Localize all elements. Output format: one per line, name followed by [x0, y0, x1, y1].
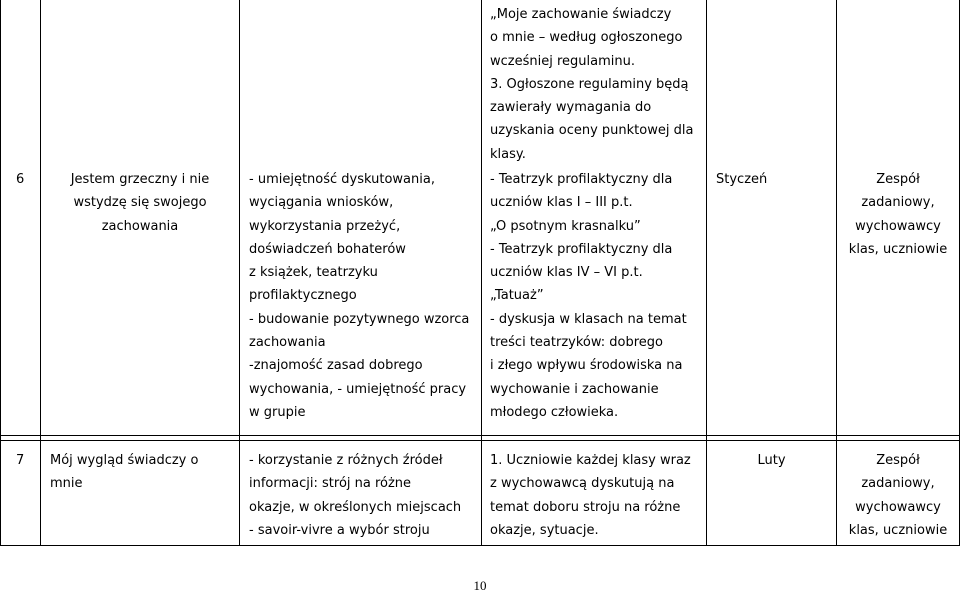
topic-line: mnie	[50, 476, 83, 492]
skills-cell	[249, 449, 461, 542]
responsible-line: wychowawcy	[855, 218, 941, 234]
table-divider-col1	[40, 0, 41, 546]
responsible-line: zadaniowy,	[861, 195, 935, 211]
activities-line: - Teatrzyk profilaktyczny dla	[490, 172, 673, 187]
activities-cell	[490, 449, 691, 542]
responsible-line: wychowawcy	[855, 499, 941, 515]
skills-line: doświadczeń bohaterów	[249, 241, 406, 257]
topic-line: Mój wygląd świadczy o	[50, 453, 199, 468]
skills-line: - savoir-vivre a wybór stroju	[249, 522, 430, 538]
responsible-line: klas, uczniowie	[848, 522, 948, 538]
table-border-bottom	[0, 545, 960, 546]
activities-line: wcześniej regulaminu.	[490, 53, 635, 69]
row-number: 6	[16, 172, 25, 187]
skills-line: z książek, teatrzyku	[249, 265, 378, 281]
activities-line: „Tatuaż”	[490, 288, 544, 304]
activities-cell	[490, 168, 687, 424]
activities-line: z wychowawcą dyskutują na	[490, 476, 675, 492]
skills-line: - korzystanie z różnych źródeł	[249, 453, 443, 468]
topic-line: Jestem grzeczny i nie	[70, 172, 210, 187]
activities-line: i złego wpływu środowiska na	[490, 358, 683, 374]
row-divider	[0, 440, 960, 441]
responsible-cell	[837, 168, 959, 261]
activities-line: „O psotnym krasnalku”	[490, 218, 641, 234]
activities-line: uzyskania oceny punktowej dla	[490, 123, 694, 139]
responsible-line: zadaniowy,	[861, 476, 935, 492]
page-number: 10	[473, 578, 487, 593]
date-cell: Luty	[757, 453, 786, 468]
activities-line: uczniów klas IV – VI p.t.	[490, 265, 643, 281]
skills-line: - budowanie pozytywnego wzorca	[249, 311, 470, 327]
activities-line: temat doboru stroju na różne	[490, 499, 681, 515]
responsible-line: Zespół	[876, 453, 920, 468]
activities-line: treści teatrzyków: dobrego	[490, 335, 664, 351]
responsible-line: klas, uczniowie	[848, 241, 948, 257]
skills-line: informacji: strój na różne	[249, 476, 412, 492]
skills-line: wykorzystania przeżyć,	[249, 218, 401, 234]
skills-line: -znajomość zasad dobrego	[249, 358, 423, 374]
skills-line: wyciągania wniosków,	[249, 195, 394, 211]
activities-line: uczniów klas I – III p.t.	[490, 195, 633, 211]
topic-line: zachowania	[101, 218, 179, 234]
activities-line: klasy.	[490, 146, 526, 162]
activities-line: młodego człowieka.	[490, 404, 619, 420]
activities-line: wychowanie i zachowanie	[490, 381, 659, 397]
topic-line: wstydzę się swojego	[73, 195, 207, 211]
activities-line: zawierały wymagania do	[490, 100, 652, 116]
skills-line: w grupie	[249, 404, 306, 420]
table-divider-col2	[239, 0, 240, 546]
row-number: 7	[16, 453, 25, 468]
activities-line: 3. Ogłoszone regulaminy będą	[490, 76, 689, 92]
skills-line: okazje, w określonych miejscach	[249, 499, 462, 515]
topic-cell	[41, 168, 239, 238]
responsible-line: Zespół	[876, 172, 920, 187]
activities-line: okazje, sytuacje.	[490, 522, 599, 538]
table-border-left	[0, 0, 1, 546]
activities-line: „Moje zachowanie świadczy	[490, 7, 672, 22]
skills-line: - umiejętność dyskutowania,	[249, 172, 435, 187]
activities-line: - Teatrzyk profilaktyczny dla	[490, 241, 673, 257]
activities-line: - dyskusja w klasach na temat	[490, 311, 687, 327]
responsible-cell	[837, 449, 959, 542]
activities-line: 1. Uczniowie każdej klasy wraz	[490, 453, 691, 468]
topic-cell	[50, 449, 198, 496]
activities-line: o mnie – według ogłoszonego	[490, 30, 683, 46]
date-cell: Styczeń	[716, 172, 768, 187]
row-divider	[0, 435, 960, 436]
table-divider-col3	[481, 0, 482, 546]
skills-line: zachowania	[249, 335, 326, 351]
activities-continued-cell	[490, 3, 693, 166]
skills-line: wychowania, - umiejętność pracy	[249, 381, 467, 397]
skills-cell	[249, 168, 469, 424]
skills-line: profilaktycznego	[249, 288, 357, 304]
